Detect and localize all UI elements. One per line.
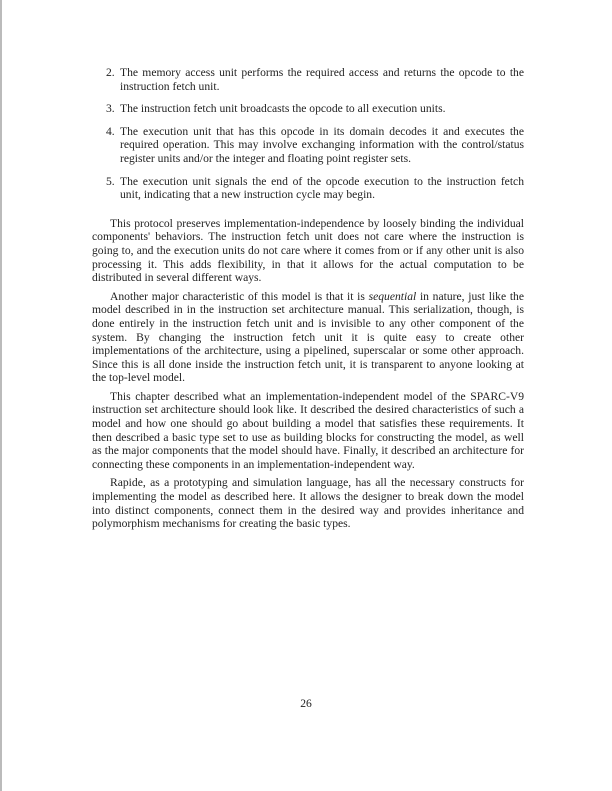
paragraph-sequential — [92, 290, 524, 385]
text-run: in nature, just like the model described in in the instruction set architecture manual. This serialization, though, is done entirely in the instruction fetch unit and is invisible to any other component of the system. By changing the instruction fetch unit it is quite easy to create other implementations of the architecture, using a pipelined, superscalar or some other approach. Since this is all done inside the instruction fetch unit, it is transparent to anyone looking at the top-level model. — [92, 289, 524, 385]
numbered-list — [92, 66, 524, 202]
list-item — [92, 66, 524, 93]
scan-edge — [0, 0, 2, 791]
list-number: 2. — [106, 66, 115, 79]
list-item — [92, 175, 524, 202]
list-text: The memory access unit performs the required access and returns the opcode to the instruction fetch unit. — [120, 66, 524, 93]
emphasis: sequential — [368, 289, 417, 303]
page-number: 26 — [300, 697, 312, 710]
text-run: Another major characteristic of this model is that it is — [110, 289, 369, 303]
paragraph-chapter-summary: This chapter described what an implementation-independent model of the SPARC-V9 instruction set architecture should look like. It described the desired characteristics of such a model and how one should go about building a model that satisfies these requirements. It then described a basic type set to use as building blocks for constructing the model, as well as the major components that the model should have. Finally, it described an architecture for connecting these components in an implementation-independent way. — [92, 389, 524, 471]
list-number: 3. — [106, 102, 115, 116]
list-text: The execution unit signals the end of the opcode execution to the instruction fetch unit, indicating that a new instruction cycle may begin. — [120, 174, 524, 202]
list-text: The instruction fetch unit broadcasts the opcode to all execution units. — [120, 102, 446, 116]
list-number: 5. — [106, 174, 115, 188]
list-item — [92, 125, 524, 166]
page-body — [92, 66, 524, 536]
paragraph-protocol: This protocol preserves implementation-independence by loosely binding the individual components' behaviors. The instruction fetch unit does not care where the instruction is going to, and the execution units do not care where it comes from or if any other unit is also processing it. This adds flexibility, in that it allows for the actual computation to be distributed in several different ways. — [92, 216, 524, 285]
list-text: The execution unit that has this opcode in its domain decodes it and executes the required operation. This may involve exchanging information with the control/status register units and/or the integer and floating point register sets. — [120, 124, 524, 165]
list-item — [92, 102, 524, 116]
paragraph-rapide: Rapide, as a prototyping and simulation language, has all the necessary constructs for implementing the model as described here. It allows the designer to break down the model into distinct components, connect them in the desired way and provides inheritance and polymorphism mechanisms for creating the basic types. — [92, 476, 524, 531]
list-number: 4. — [106, 124, 115, 138]
